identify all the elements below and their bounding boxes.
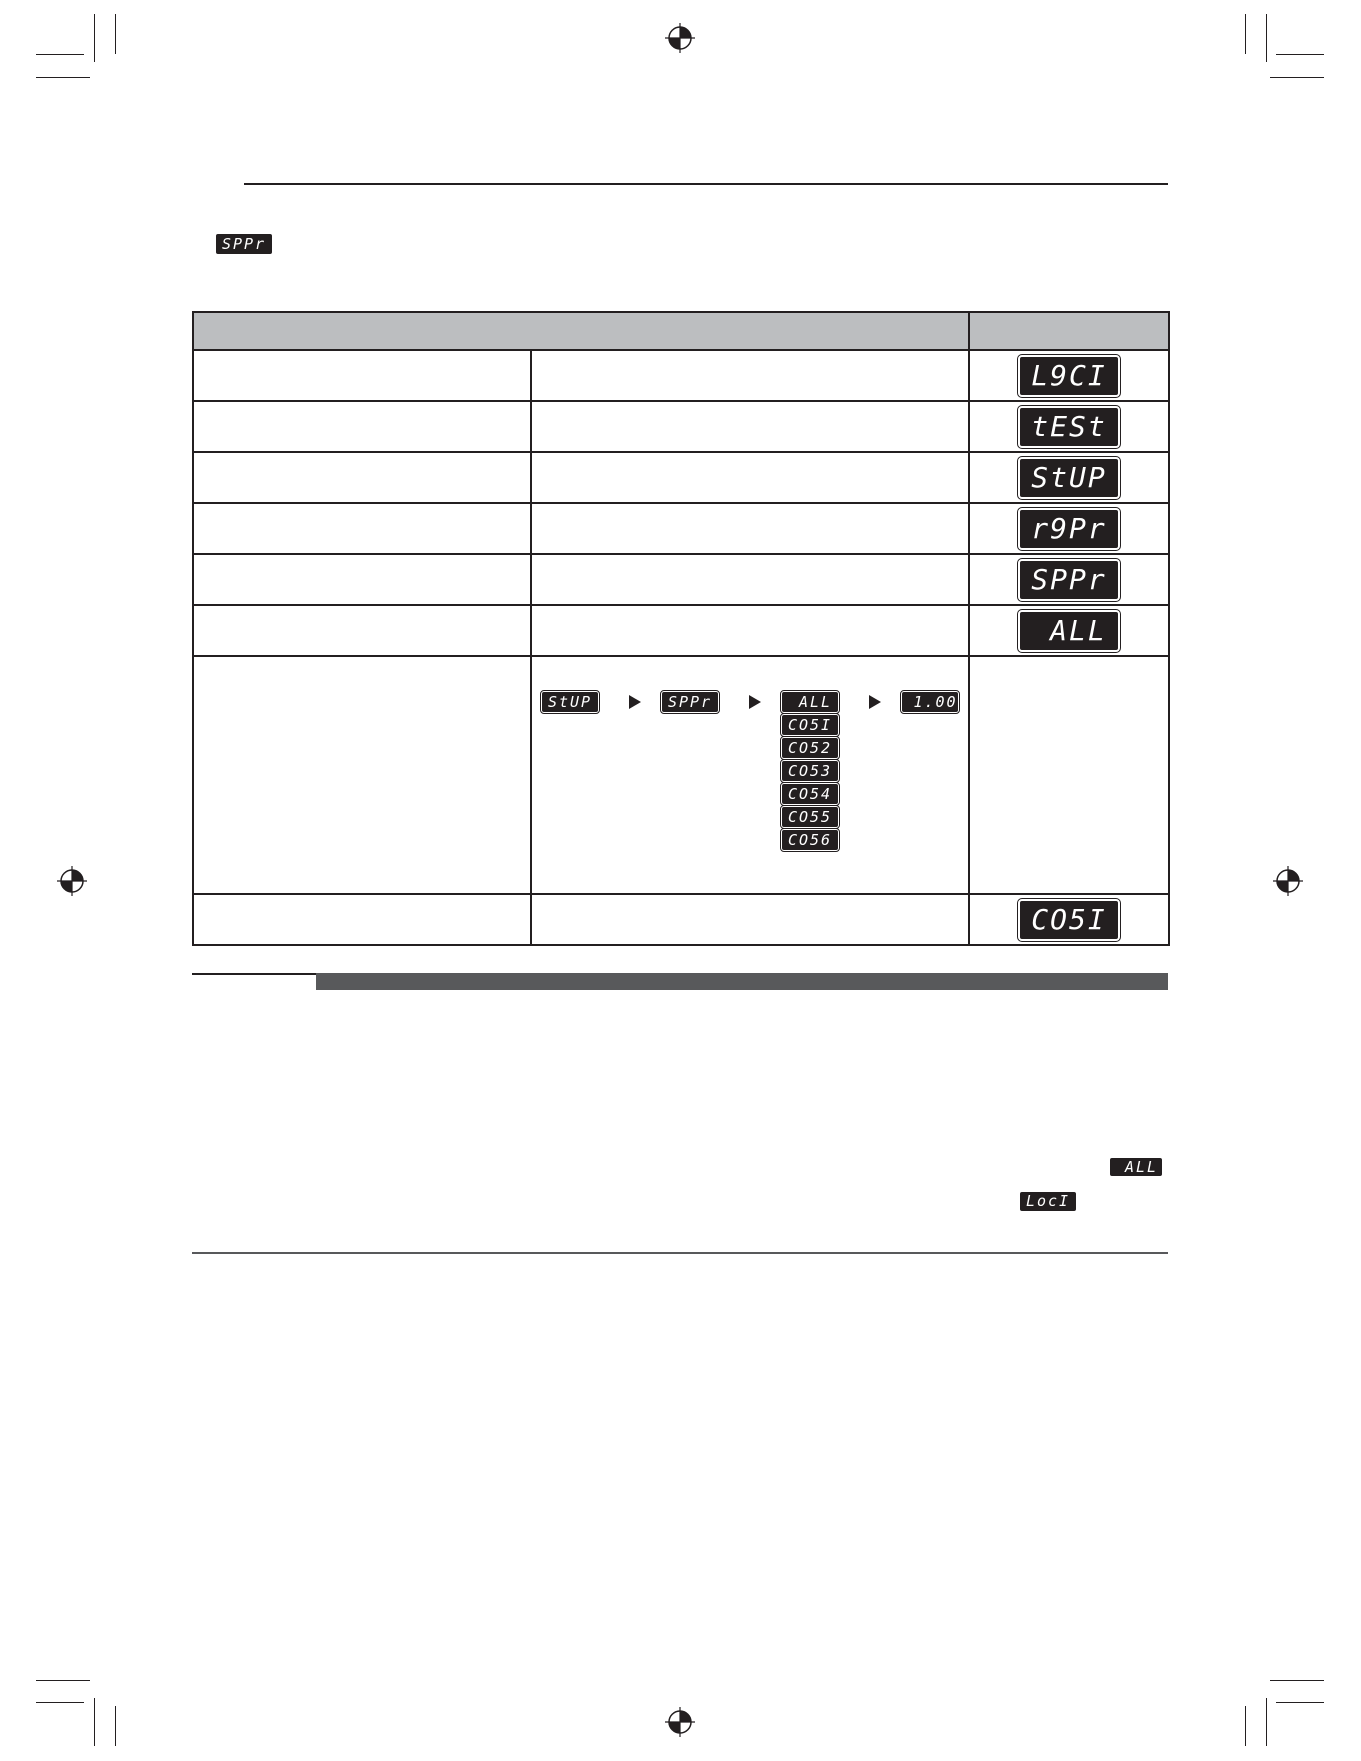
sequence-option: CO5I xyxy=(782,715,838,735)
lcd-display: r9Pr xyxy=(1020,510,1118,548)
lcd-display: StUP xyxy=(1020,459,1118,497)
table-cell xyxy=(531,452,969,503)
table-header-row xyxy=(193,312,1169,350)
lcd-display: ALL xyxy=(1020,612,1118,650)
table-row xyxy=(193,401,1169,452)
table-cell-display xyxy=(969,452,1169,503)
table-cell xyxy=(969,656,1169,894)
sequence-option: CO56 xyxy=(782,830,838,850)
lcd-display: L9CI xyxy=(1020,357,1118,395)
arrow-right-icon xyxy=(869,695,881,709)
table-cell-display xyxy=(969,350,1169,401)
inline-display-all: ALL xyxy=(1110,1158,1162,1176)
table-row xyxy=(193,554,1169,605)
sequence-value: 1.00 xyxy=(902,692,958,711)
table-cell-display xyxy=(969,554,1169,605)
table-cell-display xyxy=(969,503,1169,554)
table-cell xyxy=(193,656,531,894)
table-cell xyxy=(531,605,969,656)
table-row xyxy=(193,894,1169,945)
sequence-option: ALL xyxy=(782,692,838,712)
registration-mark-right xyxy=(1273,866,1303,896)
table-cell xyxy=(531,554,969,605)
sequence-step-setup: StUP xyxy=(542,692,598,712)
sequence-option: CO53 xyxy=(782,761,838,781)
table-cell xyxy=(531,894,969,945)
table-row xyxy=(193,452,1169,503)
registration-mark-top xyxy=(665,23,695,53)
table-cell xyxy=(193,894,531,945)
header-display-icon: SPPr xyxy=(216,234,272,254)
table-cell xyxy=(531,503,969,554)
sequence-option: CO54 xyxy=(782,784,838,804)
header-rule xyxy=(244,183,1168,185)
table-header-cell xyxy=(193,312,969,350)
lcd-display: tESt xyxy=(1020,408,1118,446)
registration-mark-left xyxy=(57,866,87,896)
table-cell xyxy=(193,503,531,554)
menu-sequence-cell xyxy=(531,656,969,894)
table-header-display-cell xyxy=(969,312,1169,350)
table-cell xyxy=(193,452,531,503)
lcd-display: SPPr xyxy=(1020,561,1118,599)
section-divider-band xyxy=(316,973,1168,990)
arrow-right-icon xyxy=(749,695,761,709)
table-row xyxy=(193,350,1169,401)
inline-display-loc: LocI xyxy=(1020,1192,1076,1211)
table-cell xyxy=(193,605,531,656)
sequence-step-sppr: SPPr xyxy=(662,692,718,712)
arrow-right-icon xyxy=(629,695,641,709)
table-cell xyxy=(193,350,531,401)
table-cell-display xyxy=(969,605,1169,656)
table-cell xyxy=(531,401,969,452)
sequence-option: CO55 xyxy=(782,807,838,827)
sequence-option: CO52 xyxy=(782,738,838,758)
parameter-table xyxy=(192,311,1170,946)
lcd-display: CO5I xyxy=(1020,901,1118,939)
table-row xyxy=(193,605,1169,656)
registration-mark-bottom xyxy=(665,1707,695,1737)
table-cell xyxy=(193,401,531,452)
table-row-sequence xyxy=(193,656,1169,894)
footer-rule xyxy=(192,1252,1168,1254)
table-cell xyxy=(193,554,531,605)
table-cell-display xyxy=(969,894,1169,945)
table-row xyxy=(193,503,1169,554)
table-cell-display xyxy=(969,401,1169,452)
table-cell xyxy=(531,350,969,401)
